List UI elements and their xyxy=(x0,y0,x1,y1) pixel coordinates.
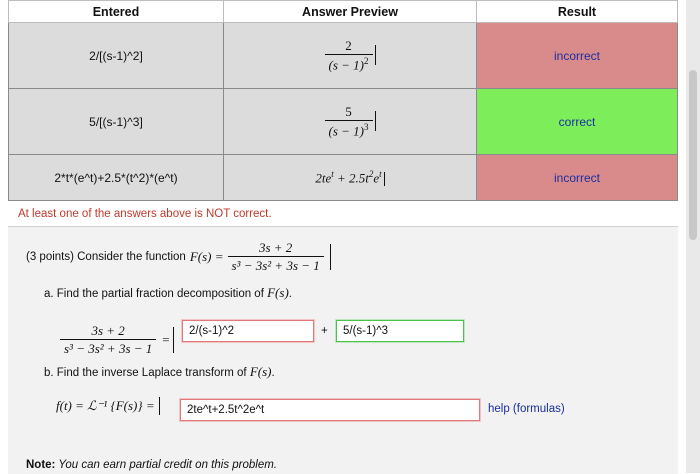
laplace-lhs: f(t) = ℒ⁻¹ {F(s)} = xyxy=(56,398,155,413)
text-cursor xyxy=(375,45,376,65)
table-row xyxy=(9,155,678,201)
preview-exponent: t xyxy=(331,168,334,179)
pf-numerator: 3s + 2 xyxy=(91,323,125,338)
part-a-label xyxy=(44,285,292,301)
partial-fraction-lhs xyxy=(60,323,174,357)
answer-input-2[interactable]: 5/(s-1)^3 xyxy=(336,320,464,342)
header-result: Result xyxy=(477,1,678,23)
part-b-end: . xyxy=(271,367,275,379)
laplace-equation xyxy=(56,397,160,415)
preview-cell xyxy=(224,155,477,201)
result-text: incorrect xyxy=(553,170,600,185)
preview-cell xyxy=(224,89,477,155)
text-cursor xyxy=(330,244,331,270)
preview-term3: e xyxy=(373,170,380,186)
function-denominator: s³ − 3s² + 3s − 1 xyxy=(228,256,324,274)
note-label: Note: xyxy=(26,459,56,471)
header-entered: Entered xyxy=(9,1,224,23)
preview-cell xyxy=(224,23,477,89)
part-a-end: . xyxy=(288,288,292,300)
header-answer-preview: Answer Preview xyxy=(224,1,477,23)
pf-denominator: s³ − 3s² + 3s − 1 xyxy=(60,339,156,357)
part-b-text: b. Find the inverse Laplace transform of xyxy=(44,367,247,379)
result-cell-incorrect xyxy=(477,23,678,89)
note-text: You can earn partial credit on this problem. xyxy=(55,459,278,471)
problem-intro xyxy=(26,240,331,274)
answer-input-3[interactable]: 2te^t+2.5t^2e^t xyxy=(180,399,480,421)
pf-fraction xyxy=(60,323,156,357)
text-cursor xyxy=(384,172,385,186)
preview-numerator: 2 xyxy=(345,37,352,53)
answer-input-1[interactable]: 2/(s-1)^2 xyxy=(182,320,314,342)
table-row xyxy=(9,23,678,89)
preview-numerator: 5 xyxy=(345,103,352,119)
function-label: F(s) = xyxy=(189,249,224,264)
table-header-row xyxy=(9,1,678,23)
note xyxy=(26,459,277,471)
scrollbar-track[interactable] xyxy=(686,0,700,473)
preview-denominator-exponent: 3 xyxy=(364,121,369,132)
part-b-var: F(s) xyxy=(249,364,272,379)
table-row xyxy=(9,89,678,155)
preview-denominator-base: (s − 1) xyxy=(328,123,364,139)
text-cursor xyxy=(375,111,376,131)
text-cursor xyxy=(173,327,174,353)
problem-intro-text: (3 points) Consider the function xyxy=(26,251,186,263)
results-table xyxy=(8,0,678,201)
warning-message: At least one of the answers above is NOT correct. xyxy=(18,208,272,220)
result-text: incorrect xyxy=(553,48,600,63)
plus-sign: + xyxy=(321,325,328,337)
part-b-label xyxy=(44,364,275,380)
text-cursor xyxy=(159,397,160,415)
entered-cell: 5/[(s-1)^3] xyxy=(9,89,224,155)
function-numerator: 3s + 2 xyxy=(258,240,293,255)
preview-term1: 2te xyxy=(315,170,332,186)
scrollbar-thumb[interactable] xyxy=(689,70,697,240)
preview-exponent: 2 xyxy=(368,168,374,179)
preview-denominator-base: (s − 1) xyxy=(328,57,364,73)
preview-denominator xyxy=(325,54,373,73)
function-fraction xyxy=(228,240,324,274)
entered-cell: 2/[(s-1)^2] xyxy=(9,23,224,89)
preview-fraction xyxy=(325,104,373,139)
problem-panel xyxy=(8,226,678,474)
help-formulas-link[interactable]: help (formulas) xyxy=(488,403,565,415)
preview-denominator xyxy=(325,120,373,139)
result-cell-incorrect xyxy=(477,155,678,201)
preview-term2: + 2.5t xyxy=(333,170,369,186)
equals-sign: = xyxy=(162,332,170,347)
part-a-text: a. Find the partial fraction decomposition of xyxy=(44,288,264,300)
part-a-var: F(s) xyxy=(267,285,289,300)
preview-denominator-exponent: 2 xyxy=(364,55,369,66)
result-text: correct xyxy=(558,114,596,129)
result-cell-correct xyxy=(477,89,678,155)
preview-fraction xyxy=(325,38,373,73)
preview-exponent: t xyxy=(379,168,382,179)
entered-cell: 2*t*(e^t)+2.5*(t^2)*(e^t) xyxy=(9,155,224,201)
